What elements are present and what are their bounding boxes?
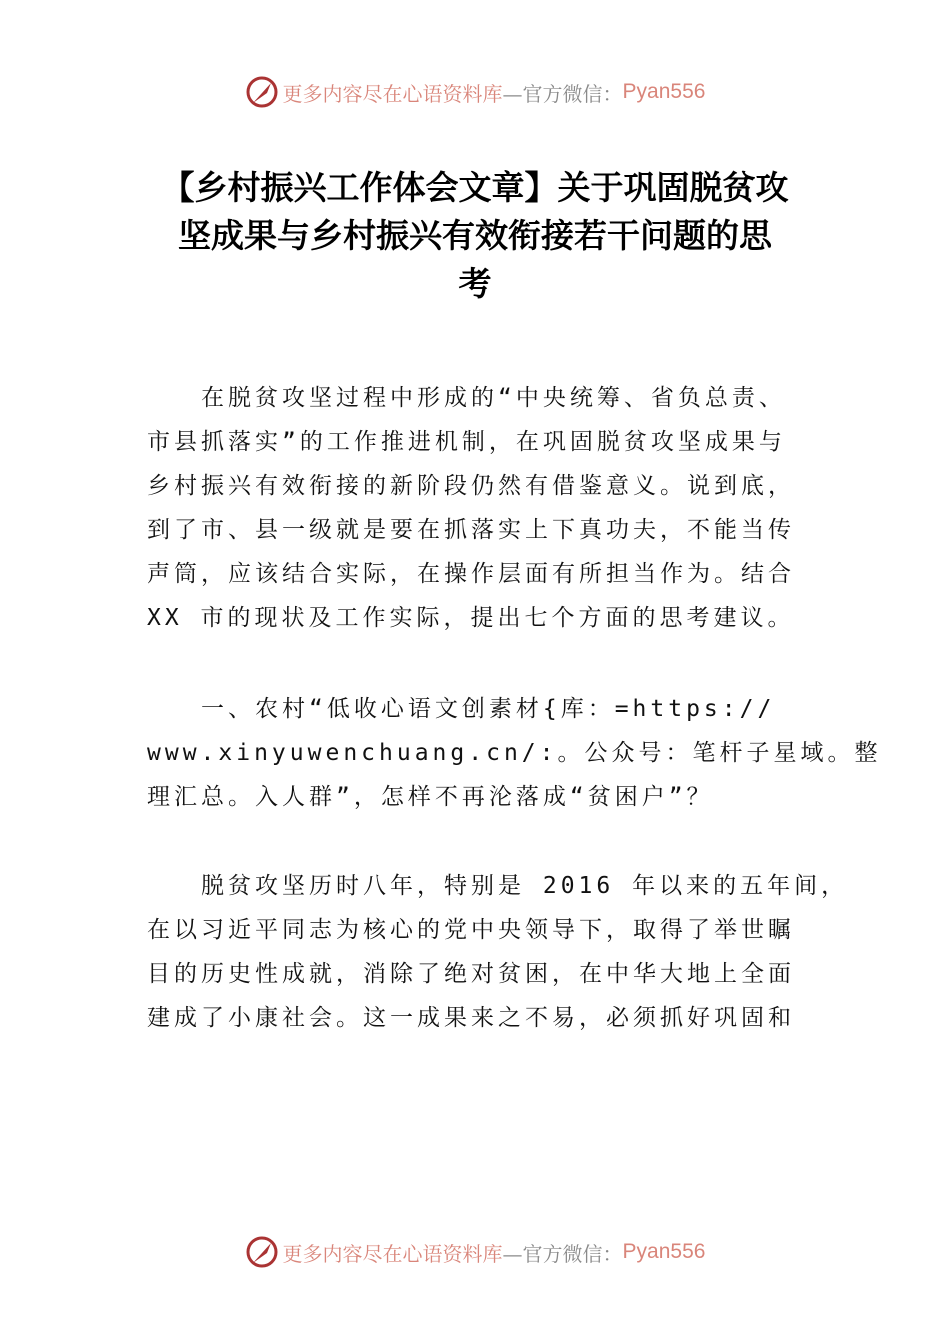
- text-line: 乡村振兴有效衔接的新阶段仍然有借鉴意义。说到底，: [147, 473, 795, 499]
- document-title: [140, 164, 810, 308]
- banner-wechat-label: —官方微信：: [502, 1241, 623, 1266]
- text-line: 市县抓落实”的工作推进机制，在巩固脱贫攻坚成果与: [147, 429, 786, 455]
- paragraph-1: [147, 376, 827, 640]
- text-line: 一、农村“低收心语文创素材{库：=https://: [147, 696, 776, 722]
- banner-wechat-id: Pyan556: [622, 80, 706, 103]
- text-line: 理汇总。入人群”，怎样不再沦落成“贫困户”？: [147, 784, 714, 810]
- text-line: 在脱贫攻坚过程中形成的“中央统筹、省负总责、: [147, 385, 786, 411]
- banner-wechat-id: Pyan556: [622, 1240, 706, 1263]
- title-line: 【乡村振兴工作体会文章】关于巩固脱贫攻: [161, 168, 789, 207]
- title-line: 考: [458, 264, 492, 303]
- paragraph-2: [147, 687, 882, 819]
- banner-text: 更多内容尽在心语资料库: [282, 81, 503, 106]
- title-line: 坚成果与乡村振兴有效衔接若干问题的思: [178, 216, 772, 255]
- banner-wechat-label: —官方微信：: [502, 81, 623, 106]
- text-line: 建成了小康社会。这一成果来之不易，必须抓好巩固和: [147, 1005, 795, 1031]
- paragraph-3: [147, 864, 849, 1040]
- text-line: www.xinyuwenchuang.cn/:。公众号：笔杆子星域。整: [147, 740, 882, 766]
- text-line: 目的历史性成就，消除了绝对贫困，在中华大地上全面: [147, 961, 795, 987]
- text-line: 脱贫攻坚历时八年，特别是 2016 年以来的五年间，: [147, 873, 849, 899]
- footer-watermark-banner: [0, 1232, 950, 1272]
- quill-logo-icon: [245, 1235, 279, 1269]
- banner-text: 更多内容尽在心语资料库: [282, 1241, 503, 1266]
- text-line: 到了市、县一级就是要在抓落实上下真功夫，不能当传: [147, 517, 795, 543]
- header-watermark-banner: [0, 72, 950, 112]
- text-line: XX 市的现状及工作实际，提出七个方面的思考建议。: [147, 605, 795, 631]
- text-line: 在以习近平同志为核心的党中央领导下，取得了举世瞩: [147, 917, 795, 943]
- text-line: 声筒，应该结合实际，在操作层面有所担当作为。结合: [147, 561, 795, 587]
- quill-logo-icon: [245, 75, 279, 109]
